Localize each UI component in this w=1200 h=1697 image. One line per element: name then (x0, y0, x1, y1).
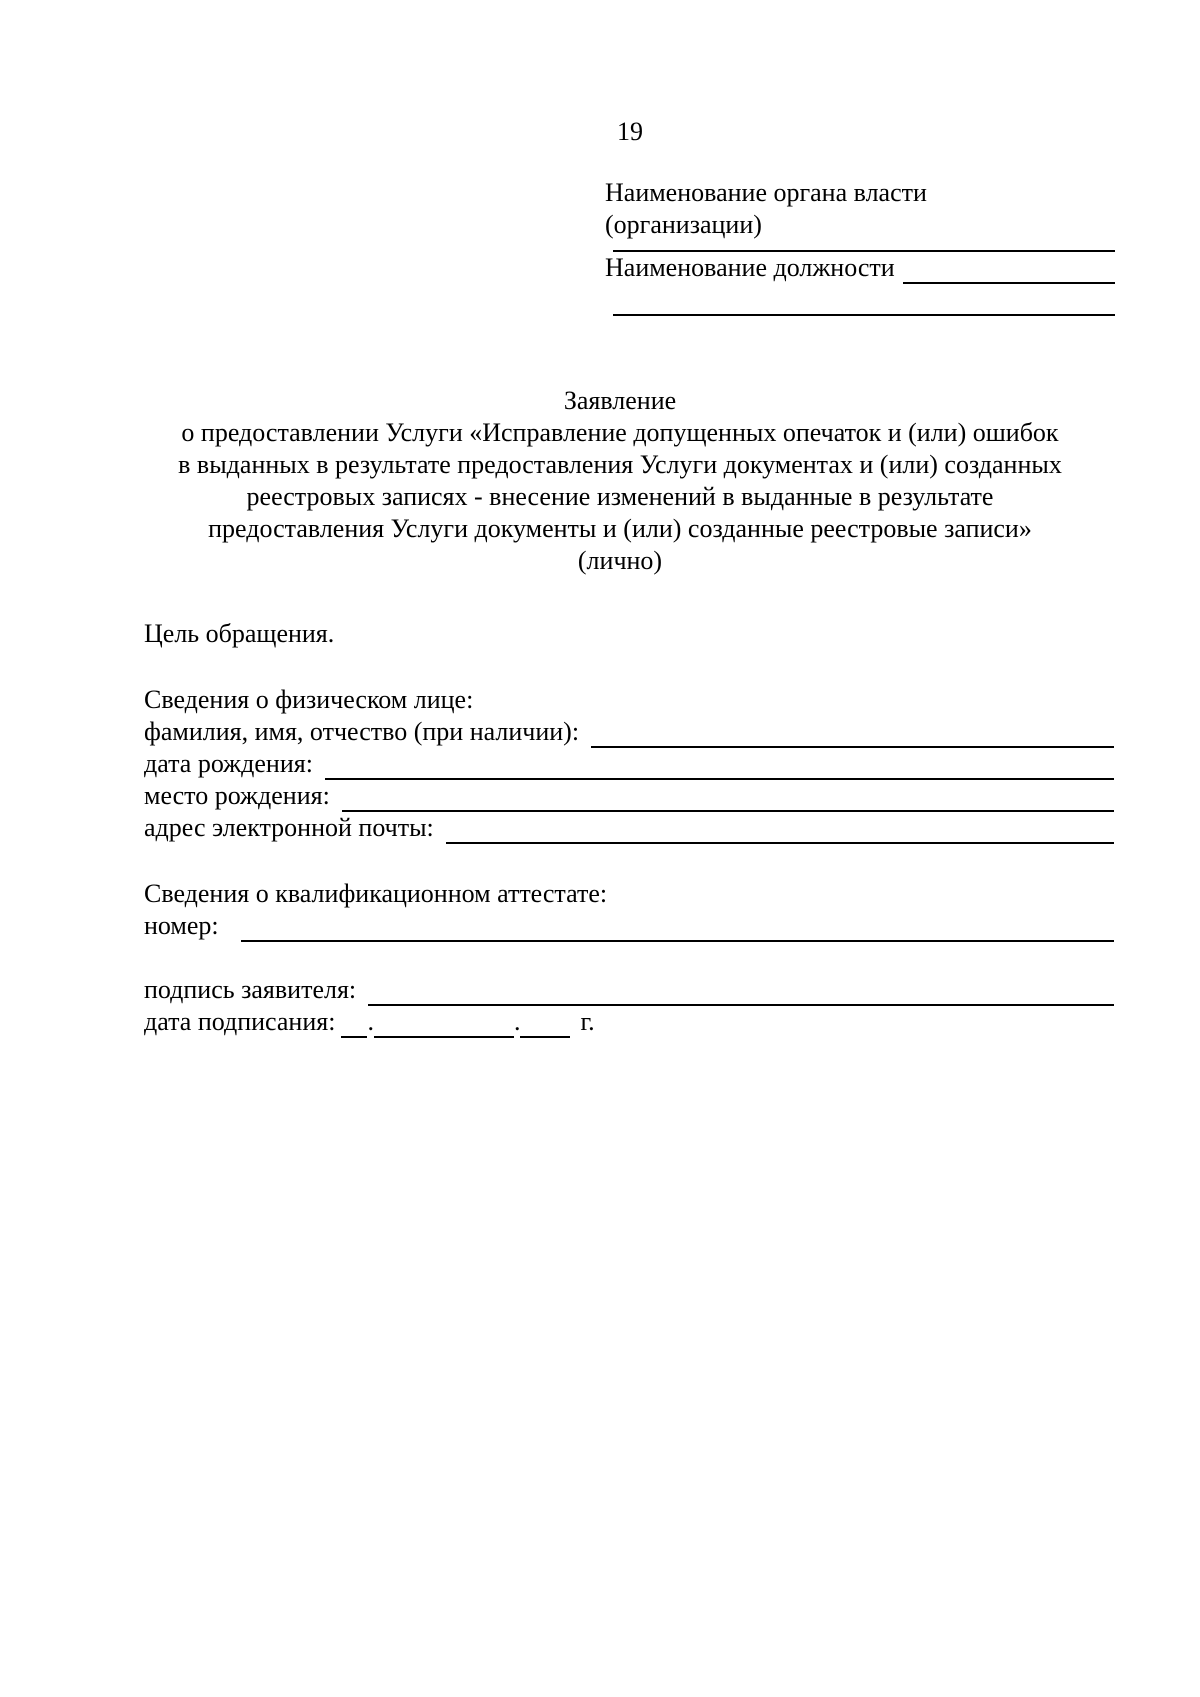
signature-label: подпись заявителя: (144, 975, 357, 1004)
title-line: о предоставлении Услуги «Исправление допущенных опечаток и (или) ошибок (181, 418, 1059, 447)
position-extra-blank-line[interactable] (613, 314, 1115, 316)
signing-date-field (144, 1006, 1114, 1038)
signature-blank-line[interactable] (368, 982, 1114, 1006)
title-line: в выданных в результате предоставления Услуги документах и (или) созданных (178, 450, 1062, 479)
recipient-block (605, 177, 1115, 316)
birth-date-blank-line[interactable] (325, 756, 1114, 780)
title-line: (лично) (577, 546, 663, 575)
full-name-blank-line[interactable] (591, 724, 1114, 748)
date-separator: . (513, 1007, 521, 1036)
title-line: реестровых записях - внесение изменений в выданные в результате (246, 482, 994, 511)
signature-field (144, 974, 1114, 1006)
date-separator: . (367, 1007, 374, 1036)
purpose-label: Цель обращения. (144, 619, 335, 648)
year-suffix: г. (580, 1007, 595, 1036)
certificate-number-blank-line[interactable] (241, 918, 1114, 942)
birth-place-field (144, 780, 1114, 812)
title-heading: Заявление (563, 386, 677, 415)
position-blank-line[interactable] (903, 258, 1115, 284)
birth-date-label: дата рождения: (144, 749, 313, 778)
email-blank-line[interactable] (446, 820, 1114, 844)
authority-name-label-cont: (организации) (605, 210, 762, 239)
email-label: адрес электронной почты: (144, 813, 434, 842)
full-name-label: фамилия, имя, отчество (при наличии): (144, 717, 580, 746)
title-line: предоставления Услуги документы и (или) созданные реестровые записи» (208, 514, 1032, 543)
authority-name-label: Наименование органа власти (605, 178, 927, 207)
form-body (144, 618, 1114, 1038)
birth-place-blank-line[interactable] (342, 788, 1114, 812)
birth-date-field (144, 748, 1114, 780)
certificate-section-label: Сведения о квалификационном аттестате: (144, 879, 608, 908)
certificate-number-field (144, 910, 1114, 942)
position-label: Наименование должности (605, 253, 895, 282)
signing-year-blank[interactable] (520, 1014, 570, 1038)
signing-day-blank[interactable] (341, 1014, 367, 1038)
full-name-field (144, 716, 1114, 748)
position-row (605, 252, 1115, 284)
page-number: 19 (617, 117, 643, 146)
signing-date-label: дата подписания: (144, 1007, 336, 1036)
signing-month-blank[interactable] (374, 1014, 514, 1038)
birth-place-label: место рождения: (144, 781, 330, 810)
certificate-number-label: номер: (144, 911, 219, 940)
email-field (144, 812, 1114, 844)
document-title (120, 385, 1120, 577)
person-section-label: Сведения о физическом лице: (144, 685, 474, 714)
